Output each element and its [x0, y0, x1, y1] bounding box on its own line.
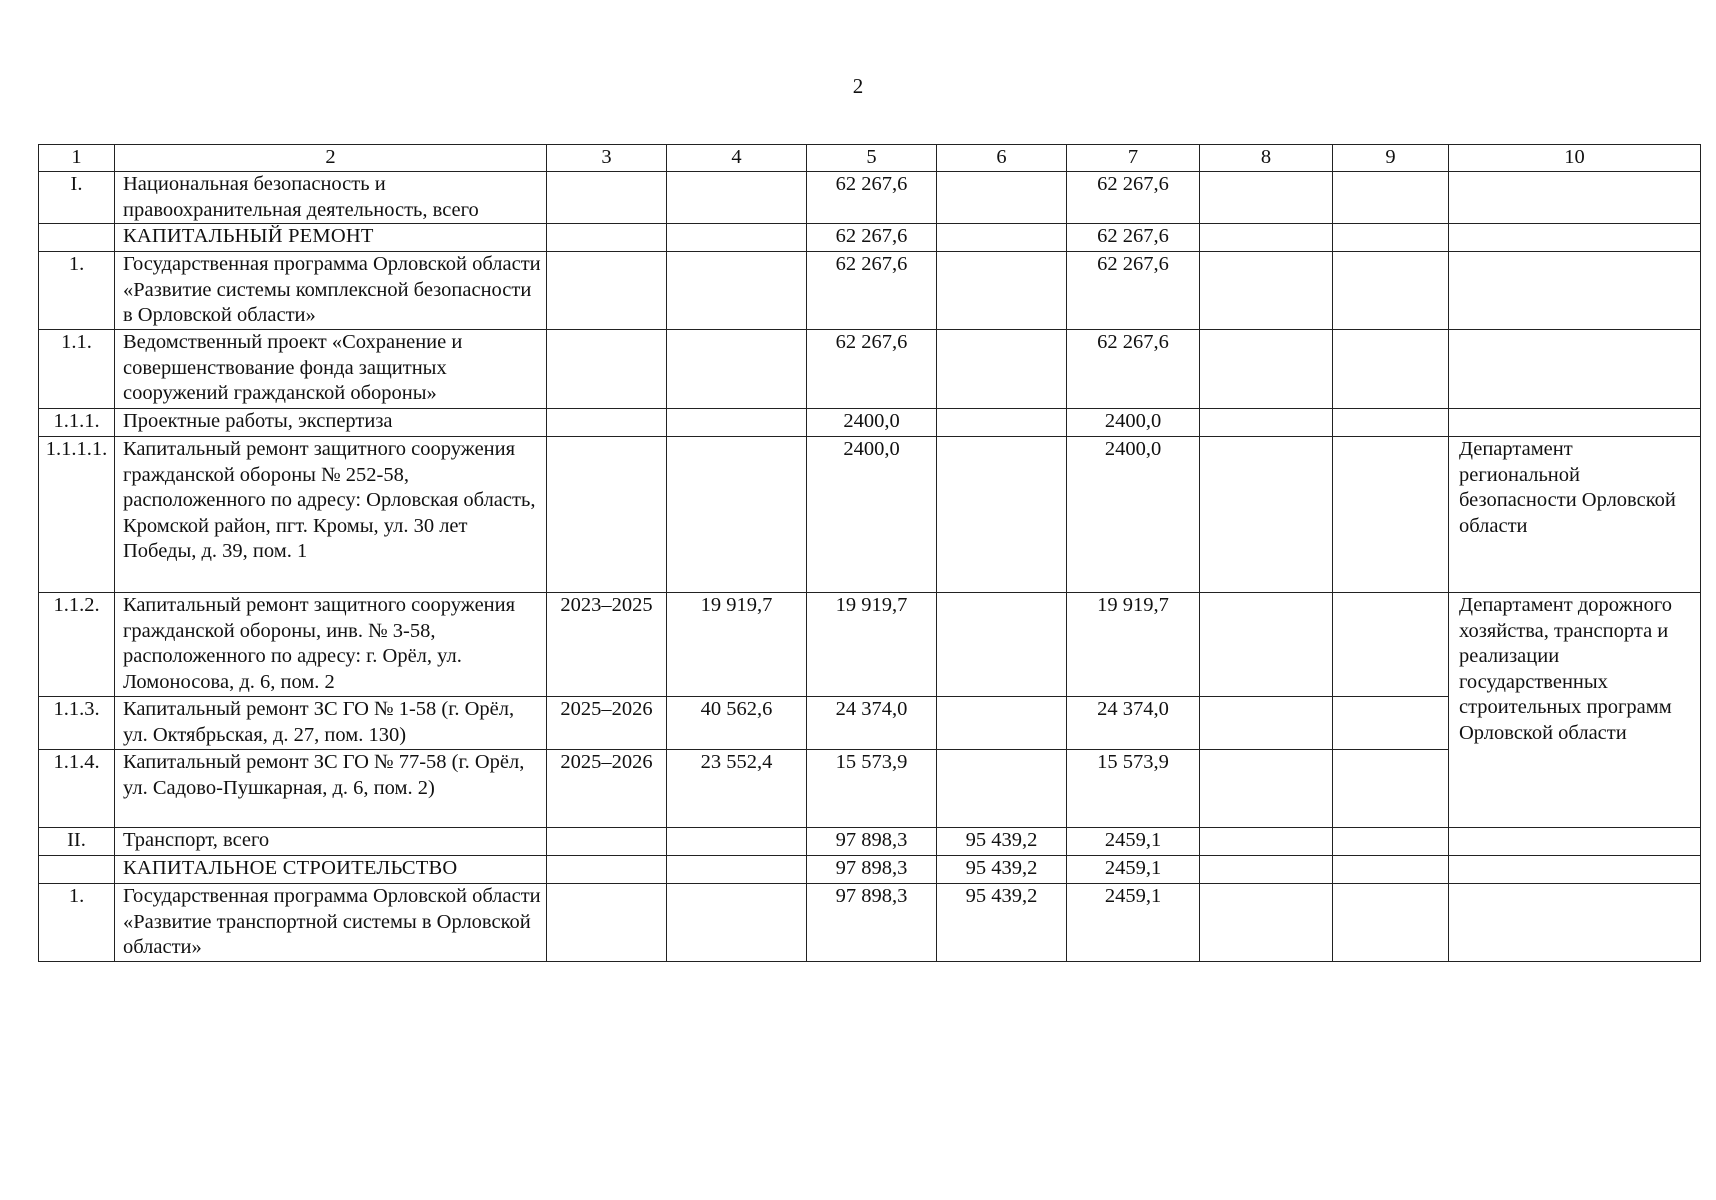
cell-col-6 [937, 224, 1067, 252]
row-name: Государственная программа Орловской области «Развитие системы комплексной безопасности в Орловской области» [115, 252, 547, 330]
cell-col-3 [547, 172, 667, 224]
row-number: 1. [39, 884, 115, 962]
cell-col-5: 62 267,6 [807, 252, 937, 330]
cell-col-9 [1333, 224, 1449, 252]
cell-col-6: 95 439,2 [937, 828, 1067, 856]
row-name: Капитальный ремонт защитного сооружения гражданской обороны № 252-58, расположенного по адресу: Орловская область, Кромской район, пгт. Кромы, ул. 30 лет Победы, д. 39, пом. 1 [115, 437, 547, 593]
cell-col-6 [937, 437, 1067, 593]
cell-col-5: 19 919,7 [807, 593, 937, 697]
header-col-9: 9 [1333, 145, 1449, 172]
row-name: КАПИТАЛЬНЫЙ РЕМОНТ [115, 224, 547, 252]
cell-col-7: 2400,0 [1067, 409, 1200, 437]
header-col-5: 5 [807, 145, 937, 172]
row-name: Национальная безопасность и правоохранительная деятельность, всего [115, 172, 547, 224]
table-row [39, 252, 1701, 330]
cell-col-5: 97 898,3 [807, 828, 937, 856]
cell-col-3 [547, 884, 667, 962]
cell-col-3 [547, 437, 667, 593]
cell-col-4 [667, 172, 807, 224]
cell-col-9 [1333, 252, 1449, 330]
cell-col-9 [1333, 856, 1449, 884]
cell-col-4 [667, 828, 807, 856]
cell-col-5: 24 374,0 [807, 697, 937, 750]
cell-col-5: 15 573,9 [807, 750, 937, 828]
cell-col-5: 2400,0 [807, 409, 937, 437]
cell-col-7: 15 573,9 [1067, 750, 1200, 828]
row-number: 1.1. [39, 330, 115, 409]
budget-table [38, 144, 1701, 962]
cell-col-6: 95 439,2 [937, 856, 1067, 884]
cell-col-7: 19 919,7 [1067, 593, 1200, 697]
cell-col-10 [1449, 856, 1701, 884]
cell-col-6 [937, 330, 1067, 409]
responsible-department: Департамент дорожного хозяйства, транспорта и реализации государственных строительных программ Орловской области [1449, 593, 1701, 828]
row-number: 1.1.2. [39, 593, 115, 697]
cell-col-8 [1200, 330, 1333, 409]
cell-col-6: 95 439,2 [937, 884, 1067, 962]
row-number: II. [39, 828, 115, 856]
row-number: 1. [39, 252, 115, 330]
cell-col-8 [1200, 252, 1333, 330]
cell-col-4 [667, 224, 807, 252]
row-name: Капитальный ремонт защитного сооружения гражданской обороны, инв. № 3-58, расположенного по адресу: г. Орёл, ул. Ломоносова, д. 6, пом. 2 [115, 593, 547, 697]
header-col-1: 1 [39, 145, 115, 172]
cell-col-10 [1449, 252, 1701, 330]
cell-col-7: 62 267,6 [1067, 330, 1200, 409]
table-row [39, 409, 1701, 437]
cell-col-3: 2023–2025 [547, 593, 667, 697]
row-name: Проектные работы, экспертиза [115, 409, 547, 437]
cell-col-8 [1200, 697, 1333, 750]
cell-col-3 [547, 252, 667, 330]
responsible-department: Департамент региональной безопасности Орловской области [1449, 437, 1701, 593]
cell-col-3 [547, 828, 667, 856]
cell-col-9 [1333, 750, 1449, 828]
header-col-2: 2 [115, 145, 547, 172]
cell-col-7: 2459,1 [1067, 828, 1200, 856]
cell-col-8 [1200, 409, 1333, 437]
cell-col-7: 62 267,6 [1067, 172, 1200, 224]
table-row [39, 884, 1701, 962]
cell-col-5: 62 267,6 [807, 172, 937, 224]
row-number: 1.1.3. [39, 697, 115, 750]
cell-col-8 [1200, 593, 1333, 697]
cell-col-10 [1449, 409, 1701, 437]
cell-col-6 [937, 750, 1067, 828]
cell-col-8 [1200, 172, 1333, 224]
cell-col-9 [1333, 437, 1449, 593]
cell-col-4: 23 552,4 [667, 750, 807, 828]
cell-col-10 [1449, 224, 1701, 252]
table-row [39, 224, 1701, 252]
cell-col-3 [547, 330, 667, 409]
cell-col-9 [1333, 409, 1449, 437]
row-name: Транспорт, всего [115, 828, 547, 856]
table-row [39, 593, 1701, 697]
cell-col-4 [667, 330, 807, 409]
row-name: Капитальный ремонт ЗС ГО № 77-58 (г. Орёл, ул. Садово-Пушкарная, д. 6, пом. 2) [115, 750, 547, 828]
cell-col-9 [1333, 330, 1449, 409]
cell-col-6 [937, 593, 1067, 697]
cell-col-8 [1200, 856, 1333, 884]
cell-col-4 [667, 252, 807, 330]
cell-col-4 [667, 884, 807, 962]
row-number [39, 224, 115, 252]
header-col-7: 7 [1067, 145, 1200, 172]
row-number [39, 856, 115, 884]
table-row [39, 172, 1701, 224]
cell-col-7: 62 267,6 [1067, 224, 1200, 252]
cell-col-9 [1333, 828, 1449, 856]
cell-col-8 [1200, 828, 1333, 856]
cell-col-3 [547, 409, 667, 437]
cell-col-8 [1200, 224, 1333, 252]
cell-col-8 [1200, 750, 1333, 828]
cell-col-10 [1449, 884, 1701, 962]
cell-col-6 [937, 697, 1067, 750]
header-col-3: 3 [547, 145, 667, 172]
table-row [39, 330, 1701, 409]
row-name: КАПИТАЛЬНОЕ СТРОИТЕЛЬСТВО [115, 856, 547, 884]
cell-col-6 [937, 409, 1067, 437]
cell-col-10 [1449, 828, 1701, 856]
cell-col-4 [667, 437, 807, 593]
header-col-4: 4 [667, 145, 807, 172]
cell-col-10 [1449, 172, 1701, 224]
cell-col-5: 2400,0 [807, 437, 937, 593]
page-number: 2 [852, 74, 864, 98]
cell-col-10 [1449, 330, 1701, 409]
cell-col-4 [667, 856, 807, 884]
cell-col-9 [1333, 884, 1449, 962]
cell-col-7: 2400,0 [1067, 437, 1200, 593]
cell-col-3: 2025–2026 [547, 750, 667, 828]
table-row [39, 437, 1701, 593]
cell-col-7: 24 374,0 [1067, 697, 1200, 750]
cell-col-5: 62 267,6 [807, 224, 937, 252]
cell-col-9 [1333, 697, 1449, 750]
row-name: Ведомственный проект «Сохранение и совершенствование фонда защитных сооружений гражданской обороны» [115, 330, 547, 409]
header-col-10: 10 [1449, 145, 1701, 172]
table-row [39, 856, 1701, 884]
row-number: 1.1.1. [39, 409, 115, 437]
cell-col-9 [1333, 172, 1449, 224]
cell-col-5: 97 898,3 [807, 884, 937, 962]
cell-col-7: 2459,1 [1067, 856, 1200, 884]
row-name: Капитальный ремонт ЗС ГО № 1-58 (г. Орёл, ул. Октябрьская, д. 27, пом. 130) [115, 697, 547, 750]
cell-col-7: 62 267,6 [1067, 252, 1200, 330]
cell-col-4 [667, 409, 807, 437]
cell-col-5: 97 898,3 [807, 856, 937, 884]
row-name: Государственная программа Орловской области «Развитие транспортной системы в Орловской области» [115, 884, 547, 962]
budget-table-container [38, 144, 1700, 962]
row-number: 1.1.1.1. [39, 437, 115, 593]
cell-col-3 [547, 224, 667, 252]
row-number: I. [39, 172, 115, 224]
cell-col-5: 62 267,6 [807, 330, 937, 409]
cell-col-8 [1200, 437, 1333, 593]
cell-col-9 [1333, 593, 1449, 697]
cell-col-8 [1200, 884, 1333, 962]
table-row [39, 828, 1701, 856]
header-col-6: 6 [937, 145, 1067, 172]
row-number: 1.1.4. [39, 750, 115, 828]
cell-col-6 [937, 252, 1067, 330]
cell-col-3 [547, 856, 667, 884]
header-col-8: 8 [1200, 145, 1333, 172]
cell-col-4: 40 562,6 [667, 697, 807, 750]
header-row [39, 145, 1701, 172]
cell-col-7: 2459,1 [1067, 884, 1200, 962]
cell-col-6 [937, 172, 1067, 224]
cell-col-3: 2025–2026 [547, 697, 667, 750]
cell-col-4: 19 919,7 [667, 593, 807, 697]
